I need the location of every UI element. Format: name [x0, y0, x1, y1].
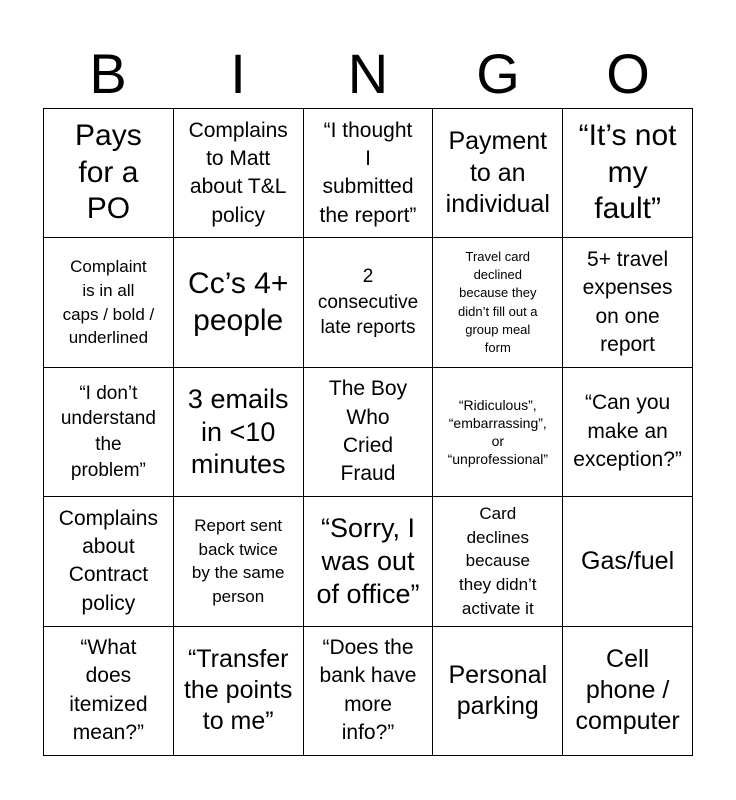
cell-text: Cell phone / computer — [575, 644, 680, 736]
cell-text: 3 emails in <10 minutes — [187, 383, 289, 480]
cell-text: “Can you make an exception?” — [573, 391, 682, 472]
bingo-cell — [304, 238, 434, 367]
bingo-cell — [44, 368, 174, 497]
cell-text: “Sorry, I was out of office” — [316, 512, 420, 609]
bingo-cell — [433, 497, 563, 626]
cell-text: Report sent back twice by the same person — [191, 515, 285, 607]
cell-text: Cc’s 4+ people — [188, 267, 289, 337]
bingo-cell — [563, 497, 693, 626]
cell-text: Pays for a PO — [75, 119, 142, 226]
cell-text: Payment to an individual — [445, 127, 550, 218]
bingo-cell — [304, 627, 434, 756]
cell-text: 5+ travel expenses on one report — [582, 247, 673, 356]
bingo-cell — [563, 627, 693, 756]
bingo-cell — [433, 368, 563, 497]
bingo-cell — [304, 368, 434, 497]
header-letter-g: G — [476, 42, 520, 105]
cell-text: “What does itemized mean?” — [69, 636, 148, 745]
cell-text: “Ridiculous”, “embarrassing”, or “unprofessional” — [447, 396, 548, 468]
cell-text: Travel card declined because they didn’t fill out a group meal form — [458, 249, 538, 355]
bingo-cell — [563, 238, 693, 367]
bingo-cell — [433, 109, 563, 238]
cell-text: The Boy Who Cried Fraud — [328, 377, 408, 486]
bingo-cell — [174, 627, 304, 756]
cell-text: “Transfer the points to me” — [183, 644, 293, 736]
bingo-cell — [44, 109, 174, 238]
bingo-cell — [174, 497, 304, 626]
cell-text: Gas/fuel — [581, 546, 675, 575]
cell-text: 2 consecutive late reports — [317, 266, 419, 339]
bingo-cell — [174, 109, 304, 238]
cell-text: “It’s not my fault” — [578, 119, 677, 226]
bingo-cell — [433, 238, 563, 367]
bingo-cell — [433, 627, 563, 756]
bingo-cell — [44, 497, 174, 626]
bingo-board — [43, 108, 693, 756]
bingo-cell — [44, 238, 174, 367]
bingo-cell — [174, 368, 304, 497]
header-letter-i: I — [230, 42, 246, 105]
header-letter-b: B — [89, 42, 127, 105]
header-letter-n: N — [347, 42, 389, 105]
cell-text: Personal parking — [448, 660, 548, 720]
bingo-cell — [304, 109, 434, 238]
cell-text: Complains about Contract policy — [58, 506, 158, 615]
bingo-cell — [563, 368, 693, 497]
cell-text: Complains to Matt about T&L policy — [188, 118, 288, 227]
cell-text: “I don’t understand the problem” — [60, 382, 156, 481]
bingo-cell — [44, 627, 174, 756]
cell-text: Card declines because they didn’t activate it — [459, 503, 537, 619]
cell-text: Complaint is in all caps / bold / underlined — [62, 257, 155, 348]
bingo-cell — [563, 109, 693, 238]
cell-text: “Does the bank have more info?” — [319, 636, 417, 745]
bingo-cell — [174, 238, 304, 367]
bingo-cell — [304, 497, 434, 626]
header-letter-o: O — [606, 42, 650, 105]
cell-text: “I thought I submitted the report” — [319, 118, 417, 227]
bingo-header — [43, 40, 693, 108]
